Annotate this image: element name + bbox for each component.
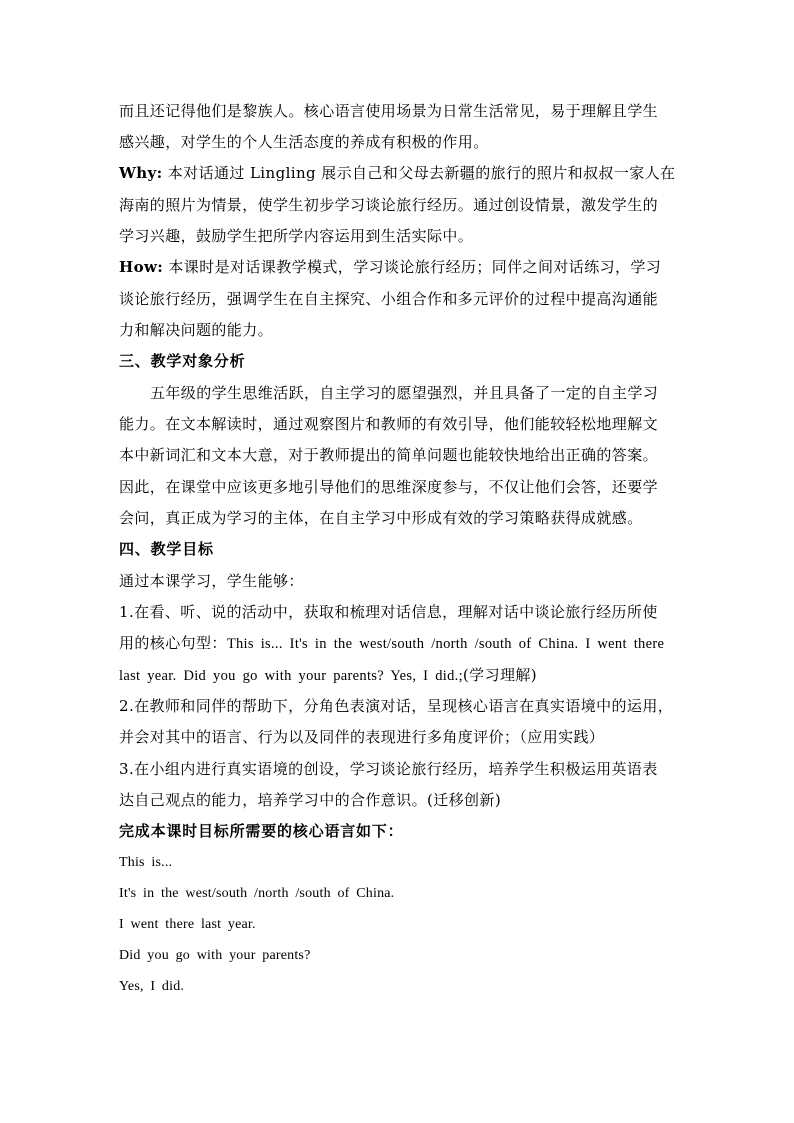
goal-1-sentences-en: This is... It's in the west/south /north /south of China. I went there <box>226 636 665 652</box>
core-sentence-1: This is... <box>119 855 173 870</box>
why-text-1: 本对话通过 Lingling 展示自己和父母去新疆的旅行的照片和叔叔一家人在 <box>162 164 676 182</box>
intro-line-2: 感兴趣，对学生的个人生活态度的养成有积极的作用。 <box>119 133 489 151</box>
core-language-heading: 完成本课时目标所需要的核心语言如下： <box>119 822 404 840</box>
section-3-line-2: 能力。在文本解读时，通过观察图片和教师的有效引导，他们能较轻松地理解文 <box>119 415 659 433</box>
goal-1-label-cn: 用的核心句型： <box>119 634 227 652</box>
goal-1-line-2 <box>119 632 689 655</box>
goal-1-tag: (学习理解) <box>462 666 538 684</box>
how-paragraph-line-3: 力和解决问题的能力。 <box>119 321 274 339</box>
goal-1-sentences-en-2: last year. Did you go with your parents? Yes, I did.; <box>119 668 463 684</box>
goal-1-line-1: 1.在看、听、说的活动中，获取和梳理对话信息，理解对话中谈论旅行经历所使 <box>119 603 658 621</box>
section-3-heading: 三、教学对象分析 <box>119 352 246 370</box>
why-paragraph-line-2: 海南的照片为情景，使学生初步学习谈论旅行经历。通过创设情景，激发学生的 <box>119 196 659 214</box>
goal-1-line-3 <box>119 664 689 687</box>
how-paragraph-line-1 <box>119 256 689 278</box>
goal-2-line-1: 2.在教师和同伴的帮助下，分角色表演对话，呈现核心语言在真实语境中的运用， <box>119 697 674 715</box>
why-label: Why: <box>119 164 163 182</box>
how-paragraph-line-2: 谈论旅行经历，强调学生在自主探究、小组合作和多元评价的过程中提高沟通能 <box>119 290 659 308</box>
section-4-intro: 通过本课学习，学生能够： <box>119 572 304 590</box>
section-3-line-1: 五年级的学生思维活跃，自主学习的愿望强烈，并且具备了一定的自主学习 <box>150 384 659 402</box>
section-4-heading: 四、教学目标 <box>119 540 214 558</box>
core-sentence-5: Yes, I did. <box>119 979 185 994</box>
goal-3-line-1: 3.在小组内进行真实语境的创设，学习谈论旅行经历，培养学生积极运用英语表 <box>119 760 658 778</box>
core-sentence-3: I went there last year. <box>119 917 256 932</box>
section-3-line-4: 因此，在课堂中应该更多地引导他们的思维深度参与，不仅让他们会答，还要学 <box>119 478 659 496</box>
goal-3-line-2: 达自己观点的能力，培养学习中的合作意识。(迁移创新) <box>119 791 502 809</box>
section-3-line-5: 会问，真正成为学习的主体，在自主学习中形成有效的学习策略获得成就感。 <box>119 509 643 527</box>
goal-2-line-2: 并会对其中的语言、行为以及同伴的表现进行多角度评价；（应用实践） <box>119 728 605 746</box>
section-3-line-3: 本中新词汇和文本大意，对于教师提出的简单问题也能较快地给出正确的答案。 <box>119 446 659 464</box>
why-paragraph-line-1 <box>119 162 689 184</box>
how-text-1: 本课时是对话课教学模式，学习谈论旅行经历；同伴之间对话练习，学习 <box>163 258 662 276</box>
why-paragraph-line-3: 学习兴趣，鼓励学生把所学内容运用到生活实际中。 <box>119 227 474 245</box>
core-sentence-2: It's in the west/south /north /south of China. <box>119 886 395 901</box>
intro-line-1: 而且还记得他们是黎族人。核心语言使用场景为日常生活常见，易于理解且学生 <box>119 102 659 120</box>
core-sentence-4: Did you go with your parents? <box>119 948 311 963</box>
how-label: How: <box>119 258 164 276</box>
